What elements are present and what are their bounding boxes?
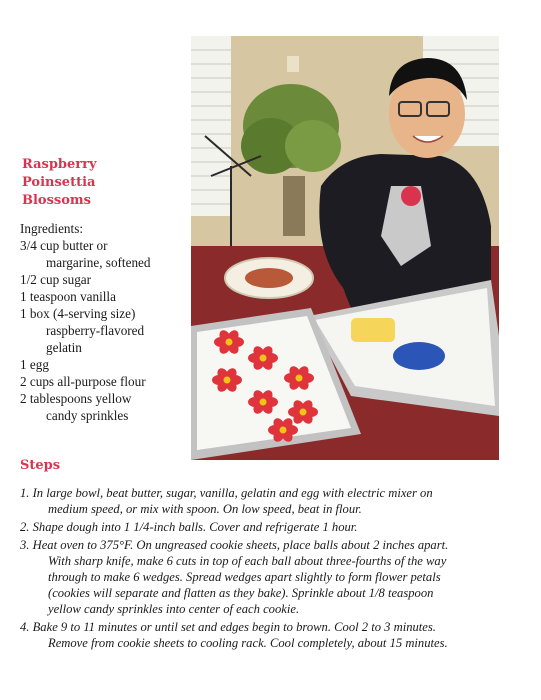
ingredient-line: 2 cups all-purpose flour (20, 374, 146, 389)
step-line: through to make 6 wedges. Spread wedges apart slightly to form flower petals (48, 570, 441, 584)
step-item (20, 485, 525, 517)
step-number: 2. (20, 520, 30, 534)
ingredient-line: 1 box (4-serving size) (20, 306, 136, 321)
ingredient-line: gelatin (46, 340, 82, 355)
ingredient-item (20, 271, 192, 288)
recipe-title (22, 156, 182, 210)
ingredient-item (20, 305, 192, 356)
step-line: yellow candy sprinkles into center of each cookie. (48, 602, 300, 616)
ingredient-item (20, 356, 192, 373)
step-line: Remove from cookie sheets to cooling rack. Cool completely, about 15 minutes. (48, 636, 448, 650)
ingredient-item (20, 390, 192, 424)
ingredients-section (20, 220, 192, 424)
plate-pattern (245, 268, 293, 288)
ingredient-line: 1/2 cup sugar (20, 272, 92, 287)
step-line: Shape dough into 1 1/4-inch balls. Cover and refrigerate 1 hour. (32, 520, 358, 534)
title-line: Blossoms (22, 193, 91, 208)
step-item (20, 619, 525, 651)
ingredient-item (20, 373, 192, 390)
step-number: 1. (20, 486, 30, 500)
left-window (191, 36, 231, 216)
step-line: Bake 9 to 11 minutes or until set and edges begin to brown. Cool 2 to 3 minutes. (32, 620, 436, 634)
step-item (20, 537, 525, 617)
step-line: medium speed, or mix with spoon. On low speed, beat in flour. (48, 502, 362, 516)
ingredient-line: margarine, softened (46, 255, 151, 270)
ingredients-heading: Ingredients: (20, 221, 83, 236)
step-item (20, 519, 525, 535)
title-line: Poinsettia (22, 175, 96, 190)
ingredient-line: raspberry-flavored (46, 323, 145, 338)
ingredient-line: 3/4 cup butter or (20, 238, 108, 253)
ingredient-item (20, 288, 192, 305)
step-line: Heat oven to 375°F. On ungreased cookie sheets, place balls about 2 inches apart. (32, 538, 449, 552)
step-line: (cookies will separate and flatten as they bake). Sprinkle about 1/8 teaspoon (48, 586, 434, 600)
title-line: Raspberry (22, 157, 97, 172)
steps-list (20, 485, 525, 653)
ingredient-item (20, 237, 192, 271)
ingredient-line: 1 teaspoon vanilla (20, 289, 116, 304)
step-line: With sharp knife, make 6 cuts in top of each ball about three-fourths of the way (48, 554, 447, 568)
step-number: 4. (20, 620, 30, 634)
ingredient-line: 1 egg (20, 357, 49, 372)
step-number: 3. (20, 538, 30, 552)
step-line: In large bowl, beat butter, sugar, vanilla, gelatin and egg with electric mixer on (32, 486, 433, 500)
photo-illustration (191, 36, 499, 460)
photo-kid-baking-cookies (191, 36, 499, 460)
ingredient-line: 2 tablespoons yellow (20, 391, 132, 406)
ingredient-line: candy sprinkles (46, 408, 129, 423)
steps-heading: Steps (20, 458, 61, 473)
